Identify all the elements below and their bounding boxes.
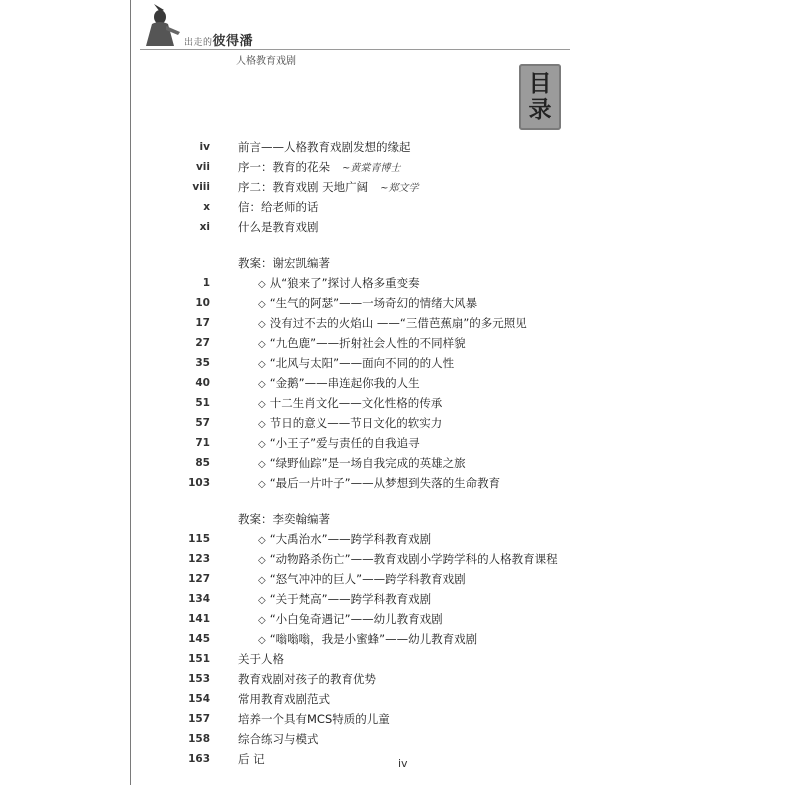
toc-page-number: 134 <box>188 593 210 605</box>
toc-entry[interactable] <box>0 413 800 433</box>
header-divider <box>140 49 570 50</box>
toc-entry-title: “生气的阿瑟”——一场奇幻的情绪大风暴 <box>269 296 478 310</box>
toc-entry[interactable] <box>0 313 800 333</box>
diamond-icon: ◇ <box>258 555 266 566</box>
toc-entry-title: “最后一片叶子”——从梦想到失落的生命教育 <box>269 476 501 490</box>
toc-page-number: 85 <box>195 457 210 469</box>
diamond-icon: ◇ <box>258 459 266 470</box>
diamond-icon: ◇ <box>258 635 266 646</box>
toc-page-number: 51 <box>195 397 210 409</box>
toc-page-number: 1 <box>202 277 210 289</box>
toc-entry-title: 教育戏剧对孩子的教育优势 <box>238 672 376 686</box>
diamond-icon: ◇ <box>258 535 266 546</box>
toc-entry-title: “金鹅”——串连起你我的人生 <box>269 376 420 390</box>
toc-entry-title: 序二：教育戏剧 天地广阔 <box>238 180 369 194</box>
toc-entry-title: 后 记 <box>238 752 265 766</box>
toc-page-number: 27 <box>195 337 210 349</box>
section-heading-text: 教案：谢宏凯编著 <box>238 256 330 270</box>
toc-entry-title: “动物路杀伤亡”——教育戏剧小学跨学科的人格教育课程 <box>269 552 558 566</box>
toc-entry-title: 没有过不去的火焰山 ——“三借芭蕉扇”的多元照见 <box>269 316 527 330</box>
toc-entry-title: 序一：教育的花朵 <box>238 160 330 174</box>
toc-page-number: x <box>203 201 210 213</box>
toc-page-number: 103 <box>188 477 210 489</box>
diamond-icon: ◇ <box>258 319 266 330</box>
toc-entry-title: 什么是教育戏剧 <box>238 220 319 234</box>
toc-entry-title: 节日的意义——节日文化的软实力 <box>269 416 443 430</box>
toc-page-number: 154 <box>188 693 210 705</box>
toc-entry-author: ~黄棠青博士 <box>342 163 401 174</box>
toc-entry[interactable] <box>0 393 800 413</box>
diamond-icon: ◇ <box>258 359 266 370</box>
toc-entry-title: 培养一个具有MCS特质的儿童 <box>238 712 390 726</box>
book-title-main: 彼得潘 <box>212 34 254 49</box>
toc-page-number: iv <box>199 141 210 153</box>
toc-page-number: 71 <box>195 437 210 449</box>
toc-heading-char-2: 录 <box>528 96 552 123</box>
toc-entry[interactable] <box>0 197 800 217</box>
section-heading-text: 教案：李奕翰编著 <box>238 512 330 526</box>
toc-entry-title: 从“狼来了”探讨人格多重变奏 <box>269 276 420 290</box>
toc-entry-title: “嗡嗡嗡，我是小蜜蜂”——幼儿教育戏剧 <box>269 632 478 646</box>
toc-entry-title: “大禹治水”——跨学科教育戏剧 <box>269 532 432 546</box>
toc-heading-char-1: 目 <box>528 70 552 97</box>
diamond-icon: ◇ <box>258 615 266 626</box>
toc-entry[interactable] <box>0 709 800 729</box>
book-subtitle: 人格教育戏剧 <box>236 56 296 67</box>
toc-entry-title: “关于梵高”——跨学科教育戏剧 <box>269 592 432 606</box>
toc-entry-title: “绿野仙踪”是一场自我完成的英雄之旅 <box>269 456 466 470</box>
toc-entry-title: 前言——人格教育戏剧发想的缘起 <box>238 140 411 154</box>
toc-page-number: 115 <box>188 533 210 545</box>
toc-page-number: 157 <box>188 713 210 725</box>
toc-entry[interactable] <box>0 353 800 373</box>
diamond-icon: ◇ <box>258 279 266 290</box>
toc-entry-title: 常用教育戏剧范式 <box>238 692 330 706</box>
toc-entry[interactable] <box>0 549 800 569</box>
toc-entry-title: “怒气冲冲的巨人”——跨学科教育戏剧 <box>269 572 466 586</box>
toc-heading-badge <box>519 64 561 130</box>
toc-entry[interactable] <box>0 729 800 749</box>
peter-pan-silhouette-icon <box>140 2 184 48</box>
toc-entry[interactable] <box>0 273 800 293</box>
toc-section-heading <box>0 509 800 529</box>
toc-entry-title: “小王子”爱与责任的自我追寻 <box>269 436 420 450</box>
page-number: iv <box>398 757 408 770</box>
book-title-small: 出走的 <box>184 38 213 48</box>
toc-entry[interactable] <box>0 177 800 197</box>
toc-entry-title: 信：给老师的话 <box>238 200 319 214</box>
diamond-icon: ◇ <box>258 419 266 430</box>
toc-entry-title: “小白兔奇遇记”——幼儿教育戏剧 <box>269 612 443 626</box>
toc-entry-title: 十二生肖文化——文化性格的传承 <box>269 396 443 410</box>
toc-page-number: 163 <box>188 753 210 765</box>
toc-section-heading <box>0 253 800 273</box>
toc-entry[interactable] <box>0 609 800 629</box>
diamond-icon: ◇ <box>258 379 266 390</box>
toc-page-number: 57 <box>195 417 210 429</box>
toc-entry[interactable] <box>0 529 800 549</box>
toc-entry[interactable] <box>0 293 800 313</box>
toc-page-number: 127 <box>188 573 210 585</box>
diamond-icon: ◇ <box>258 595 266 606</box>
toc-page-number: xi <box>199 221 210 233</box>
toc-entry[interactable] <box>0 333 800 353</box>
toc-entry-title: 综合练习与模式 <box>238 732 319 746</box>
book-title <box>184 30 253 49</box>
toc-page-number: 10 <box>195 297 210 309</box>
toc-page-number: 153 <box>188 673 210 685</box>
toc-page-number: 158 <box>188 733 210 745</box>
diamond-icon: ◇ <box>258 439 266 450</box>
diamond-icon: ◇ <box>258 575 266 586</box>
toc-page-number: 145 <box>188 633 210 645</box>
toc-entry[interactable] <box>0 217 800 237</box>
toc-entry[interactable] <box>0 669 800 689</box>
toc-entry-title: 关于人格 <box>238 652 284 666</box>
toc-page-number: 151 <box>188 653 210 665</box>
toc-entry[interactable] <box>0 689 800 709</box>
toc-page-number: vii <box>195 161 210 173</box>
toc-entry[interactable] <box>0 589 800 609</box>
toc-entry[interactable] <box>0 453 800 473</box>
toc-entry[interactable] <box>0 629 800 649</box>
toc-entry[interactable] <box>0 649 800 669</box>
toc-entry[interactable] <box>0 137 800 157</box>
toc-entry[interactable] <box>0 373 800 393</box>
diamond-icon: ◇ <box>258 399 266 410</box>
diamond-icon: ◇ <box>258 299 266 310</box>
toc-entry-author: ~郑文学 <box>380 183 419 194</box>
toc-page-number: viii <box>192 181 210 193</box>
toc-entry-title: “九色鹿”——折射社会人性的不同样貌 <box>269 336 466 350</box>
table-of-contents <box>0 137 800 769</box>
toc-entry[interactable] <box>0 433 800 453</box>
toc-entry[interactable] <box>0 473 800 493</box>
toc-entry[interactable] <box>0 157 800 177</box>
toc-page-number: 17 <box>195 317 210 329</box>
diamond-icon: ◇ <box>258 479 266 490</box>
toc-entry[interactable] <box>0 569 800 589</box>
toc-page-number: 35 <box>195 357 210 369</box>
toc-entry-title: “北风与太阳”——面向不同的的人性 <box>269 356 455 370</box>
toc-page-number: 141 <box>188 613 210 625</box>
toc-page-number: 123 <box>188 553 210 565</box>
toc-page-number: 40 <box>195 377 210 389</box>
diamond-icon: ◇ <box>258 339 266 350</box>
